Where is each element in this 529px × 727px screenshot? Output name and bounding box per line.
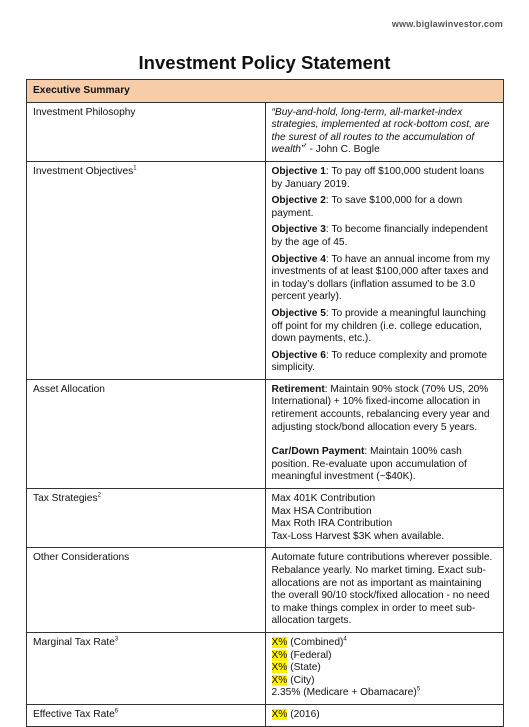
allocation-cell <box>265 379 504 488</box>
marginal-state: X% (State) <box>271 662 321 674</box>
objective-item: Objective 1: To pay off $100,000 student loans by January 2019. <box>271 165 485 190</box>
tax-line: Tax-Loss Harvest $3K when available. <box>271 530 445 542</box>
marginal-combined: X% (Combined)$^4$ <box>271 636 347 648</box>
objective-item: Objective 3: To become financially independent by the age of 45. <box>271 224 488 248</box>
table-row <box>27 632 504 704</box>
table-row <box>27 548 504 633</box>
philosophy-cell <box>265 102 504 161</box>
row-label-philosophy: Investment Philosophy <box>27 102 266 161</box>
row-label-tax: Tax Strategies$^2$ <box>27 489 266 548</box>
row-label-effective: Effective Tax Rate$^6$ <box>27 704 266 726</box>
other-cell: Automate future contributions wherever possible. Rebalance yearly. No market timing. Exact sub-allocations are not as important as maintaining the overall 90/10 stock/fixed allocation - no need to make things complex in order to meet sub-allocation targets. <box>265 548 504 633</box>
marginal-federal: X% (Federal) <box>271 649 332 661</box>
tax-line: Max HSA Contribution <box>271 505 372 517</box>
table-row <box>27 379 504 488</box>
row-label-other: Other Considerations <box>27 548 266 633</box>
table-row <box>27 161 504 379</box>
marginal-medicare: 2.35% (Medicare + Obamacare)$^5$ <box>271 686 421 699</box>
section-header: Executive Summary <box>27 80 504 103</box>
policy-table <box>26 79 504 727</box>
marginal-cell <box>265 632 504 704</box>
table-row <box>27 704 504 726</box>
car-allocation: Car/Down Payment: Maintain 100% cash position. Re-evaluate upon accumulation of meaningful investment (~$40K). <box>271 446 467 483</box>
tax-cell <box>265 489 504 548</box>
quote-footnote: * <box>304 143 307 150</box>
document-title: Investment Policy Statement <box>138 52 391 73</box>
table-row <box>27 489 504 548</box>
objective-item: Objective 4: To have an annual income from my investments of at least $100,000 after taxes and in today’s dollars (inflation assumed to be 3.0 percent yearly). <box>271 253 490 303</box>
row-label-objectives: Investment Objectives$^1$ <box>27 161 266 379</box>
bogle-quote: “Buy-and-hold, long-term, all-market-index strategies, implemented at rock-bottom cost, are the surest of all routes to the accumulation of wealth” <box>271 106 490 156</box>
quote-attribution: - John C. Bogle <box>306 144 380 156</box>
objective-item: Objective 6: To reduce complexity and promote simplicity. <box>271 349 488 374</box>
effective-cell: X% (2016) <box>265 704 504 726</box>
objective-item: Objective 2: To save $100,000 for a down payment. <box>271 195 463 219</box>
objective-item: Objective 5: To provide a meaningful launching off point for my children (i.e. college education, down payments, etc.). <box>271 307 486 345</box>
section-header-row <box>27 80 504 103</box>
table-row <box>27 102 504 161</box>
tax-line: Max 401K Contribution <box>271 493 376 505</box>
retirement-allocation: Retirement: Maintain 90% stock (70% US, 20% International) + 10% fixed-income allocation in retirement accounts, rebalancing every year and adjusting stock/bond allocation every 5 years. <box>271 383 490 433</box>
row-label-allocation: Asset Allocation <box>27 379 266 488</box>
site-url: www.biglawinvestor.com <box>391 19 503 29</box>
row-label-marginal: Marginal Tax Rate$^3$ <box>27 632 266 704</box>
objectives-cell <box>265 161 504 379</box>
marginal-city: X% (City) <box>271 674 315 686</box>
tax-line: Max Roth IRA Contribution <box>271 518 393 530</box>
